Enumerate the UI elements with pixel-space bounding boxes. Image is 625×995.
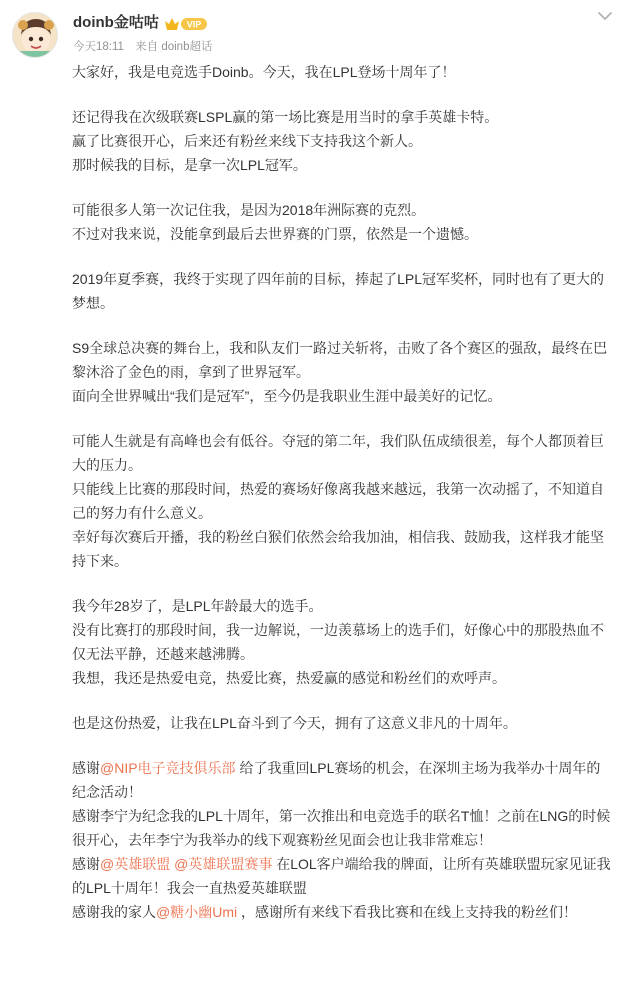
text-segment: 梦想。 — [72, 295, 114, 311]
text-line — [72, 501, 612, 525]
timestamp[interactable]: 今天18:11 — [73, 41, 124, 53]
text-line — [72, 198, 612, 222]
text-line — [72, 618, 612, 642]
mention-link[interactable]: @糖小幽Umi — [156, 904, 238, 920]
text-segment: 的LPL十周年！我会一直热爱英雄联盟 — [72, 880, 307, 896]
text-segment: 己的努力有什么意义。 — [72, 505, 212, 521]
post-paragraph — [72, 429, 612, 573]
text-segment: 可能人生就是有高峰也会有低谷。夺冠的第二年，我们队伍成绩很差，每个人都顶着巨 — [72, 433, 604, 449]
post-paragraph — [72, 756, 612, 924]
text-line — [72, 852, 612, 876]
text-segment: 只能线上比赛的那段时间，热爱的赛场好像离我越来越远，我第一次动摇了，不知道自 — [72, 481, 604, 497]
text-segment: 感谢李宁为纪念我的LPL十周年，第一次推出和电竞选手的联名T恤！之前在LNG的时候 — [72, 808, 611, 824]
post-body — [72, 60, 612, 945]
text-line — [72, 477, 612, 501]
text-segment: 没有比赛打的那段时间，我一边解说，一边羡慕场上的选手们，好像心中的那股热血不 — [72, 622, 604, 638]
text-segment: 还记得我在次级联赛LSPL赢的第一场比赛是用当时的拿手英雄卡特。 — [72, 109, 499, 125]
text-segment: 大的压力。 — [72, 457, 142, 473]
text-segment: 在LOL客户端给我的牌面，让所有英雄联盟玩家见证我 — [272, 856, 611, 872]
mention-link[interactable]: @NIP电子竞技俱乐部 — [100, 760, 236, 776]
text-line — [72, 876, 612, 900]
text-segment: 感谢 — [72, 856, 100, 872]
text-segment: 黎沐浴了金色的雨，拿到了世界冠军。 — [72, 364, 310, 380]
text-segment: 2019年夏季赛，我终于实现了四年前的目标，捧起了LPL冠军奖杯，同时也有了更大的 — [72, 271, 605, 287]
text-line — [72, 222, 612, 246]
username[interactable]: doinb金咕咕 — [73, 14, 159, 31]
text-line — [72, 900, 612, 924]
text-segment: 持下来。 — [72, 553, 128, 569]
text-segment: 面向全世界喊出“我们是冠军”，至今仍是我职业生涯中最美好的记忆。 — [72, 388, 502, 404]
text-segment: 很开心，去年李宁为我举办的线下观赛粉丝见面会也让我非常难忘！ — [72, 832, 492, 848]
text-line — [72, 711, 612, 735]
text-line — [72, 105, 612, 129]
text-segment: 可能很多人第一次记住我，是因为2018年洲际赛的克烈。 — [72, 202, 426, 218]
text-line — [72, 642, 612, 666]
post-header — [0, 0, 625, 62]
text-segment: 赢了比赛很开心，后来还有粉丝来线下支持我这个新人。 — [72, 133, 422, 149]
text-segment: 也是这份热爱，让我在LPL奋斗到了今天，拥有了这意义非凡的十周年。 — [72, 715, 517, 731]
text-line — [72, 594, 612, 618]
text-segment: S9全球总决赛的舞台上，我和队友们一路过关斩将，击败了各个赛区的强敌，最终在巴 — [72, 340, 608, 356]
text-line — [72, 756, 612, 780]
text-line — [72, 291, 612, 315]
text-line — [72, 804, 612, 828]
post-source[interactable]: 来自 doinb超话 — [135, 41, 213, 53]
text-line — [72, 336, 612, 360]
text-segment: 我今年28岁了，是LPL年龄最大的选手。 — [72, 598, 323, 614]
post-paragraph — [72, 60, 612, 84]
text-line — [72, 153, 612, 177]
crown-icon[interactable] — [163, 15, 209, 33]
text-line — [72, 666, 612, 690]
text-line — [72, 453, 612, 477]
text-segment: 感谢 — [72, 760, 100, 776]
text-segment: 仅无法平静，还越来越沸腾。 — [72, 646, 254, 662]
text-segment: 纪念活动！ — [72, 784, 142, 800]
text-line — [72, 360, 612, 384]
text-line — [72, 60, 612, 84]
avatar-image — [13, 13, 58, 58]
text-segment: ，感谢所有来线下看我比赛和在线上支持我的粉丝们！ — [237, 904, 577, 920]
text-segment: 不过对我来说，没能拿到最后去世界赛的门票，依然是一个遗憾。 — [72, 226, 478, 242]
post-paragraph — [72, 105, 612, 177]
text-segment: 感谢我的家人 — [72, 904, 156, 920]
text-segment: 我想，我还是热爱电竞，热爱比赛，热爱赢的感觉和粉丝们的欢呼声。 — [72, 670, 506, 686]
post-paragraph — [72, 711, 612, 735]
text-segment: 幸好每次赛后开播，我的粉丝白猴们依然会给我加油，相信我、鼓励我，这样我才能坚 — [72, 529, 604, 545]
text-line — [72, 780, 612, 804]
post-paragraph — [72, 336, 612, 408]
post-meta — [73, 39, 220, 55]
mention-link[interactable]: @英雄联盟赛事 — [174, 856, 273, 872]
vip-badge-label: VIP — [186, 19, 202, 30]
text-line — [72, 828, 612, 852]
post-paragraph — [72, 267, 612, 315]
post-paragraph — [72, 198, 612, 246]
text-line — [72, 525, 612, 549]
mention-link[interactable]: @英雄联盟 — [100, 856, 171, 872]
text-line — [72, 129, 612, 153]
text-line — [72, 549, 612, 573]
text-line — [72, 384, 612, 408]
text-segment: 给了我重回LPL赛场的机会，在深圳主场为我举办十周年的 — [235, 760, 601, 776]
post-paragraph — [72, 594, 612, 690]
avatar[interactable] — [12, 12, 58, 58]
text-segment: 大家好，我是电竞选手Doinb。今天，我在LPL登场十周年了！ — [72, 64, 456, 80]
text-segment: 那时候我的目标，是拿一次LPL冠军。 — [72, 157, 307, 173]
chevron-down-icon[interactable] — [594, 8, 616, 24]
text-line — [72, 267, 612, 291]
text-line — [72, 429, 612, 453]
